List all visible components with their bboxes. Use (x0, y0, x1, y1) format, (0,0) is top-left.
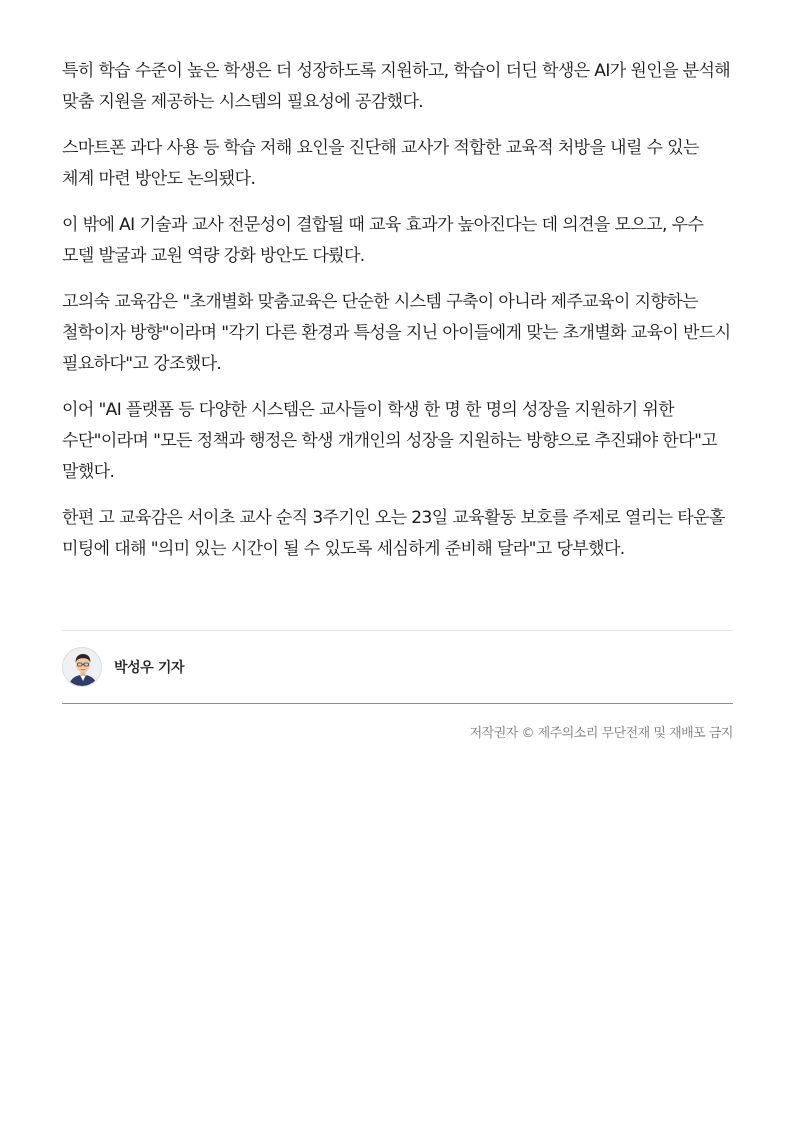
avatar[interactable] (62, 647, 102, 687)
byline-divider (62, 630, 733, 631)
author-photo-icon (63, 648, 102, 687)
copyright-notice: 저작권자 © 제주의소리 무단전재 및 재배포 금지 (469, 726, 733, 741)
article-paragraph: 한편 고 교육감은 서이초 교사 순직 3주기인 오는 23일 교육활동 보호를 주제로 열리는 타운홀 미팅에 대해 "의미 있는 시간이 될 수 있도록 세심하게 준비해 달라"고 당부했다. (62, 508, 725, 559)
footer-divider (62, 703, 733, 704)
author-name[interactable]: 박성우 기자 (114, 660, 185, 676)
author-byline[interactable] (62, 646, 184, 688)
article-paragraph: 특히 학습 수준이 높은 학생은 더 성장하도록 지원하고, 학습이 더딘 학생은 AI가 원인을 분석해 맞춤 지원을 제공하는 시스템의 필요성에 공감했다. (62, 61, 731, 112)
article-body (62, 56, 733, 580)
article-paragraph: 이어 "AI 플랫폼 등 다양한 시스템은 교사들이 학생 한 명 한 명의 성장을 지원하기 위한 수단"이라며 "모든 정책과 행정은 학생 개개인의 성장을 지원하는 방향으로 추진돼야 한다"고 말했다. (62, 400, 718, 482)
article-paragraph: 스마트폰 과다 사용 등 학습 저해 요인을 진단해 교사가 적합한 교육적 처방을 내릴 수 있는 체계 마련 방안도 논의됐다. (62, 138, 699, 189)
article-paragraph: 고의숙 교육감은 "초개별화 맞춤교육은 단순한 시스템 구축이 아니라 제주교육이 지향하는 철학이자 방향"이라며 "각기 다른 환경과 특성을 지닌 아이들에게 맞는 초개별화 교육이 반드시 필요하다"고 강조했다. (62, 292, 731, 374)
article-paragraph: 이 밖에 AI 기술과 교사 전문성이 결합될 때 교육 효과가 높아진다는 데 의견을 모으고, 우수 모델 발굴과 교원 역량 강화 방안도 다뤘다. (62, 215, 704, 266)
